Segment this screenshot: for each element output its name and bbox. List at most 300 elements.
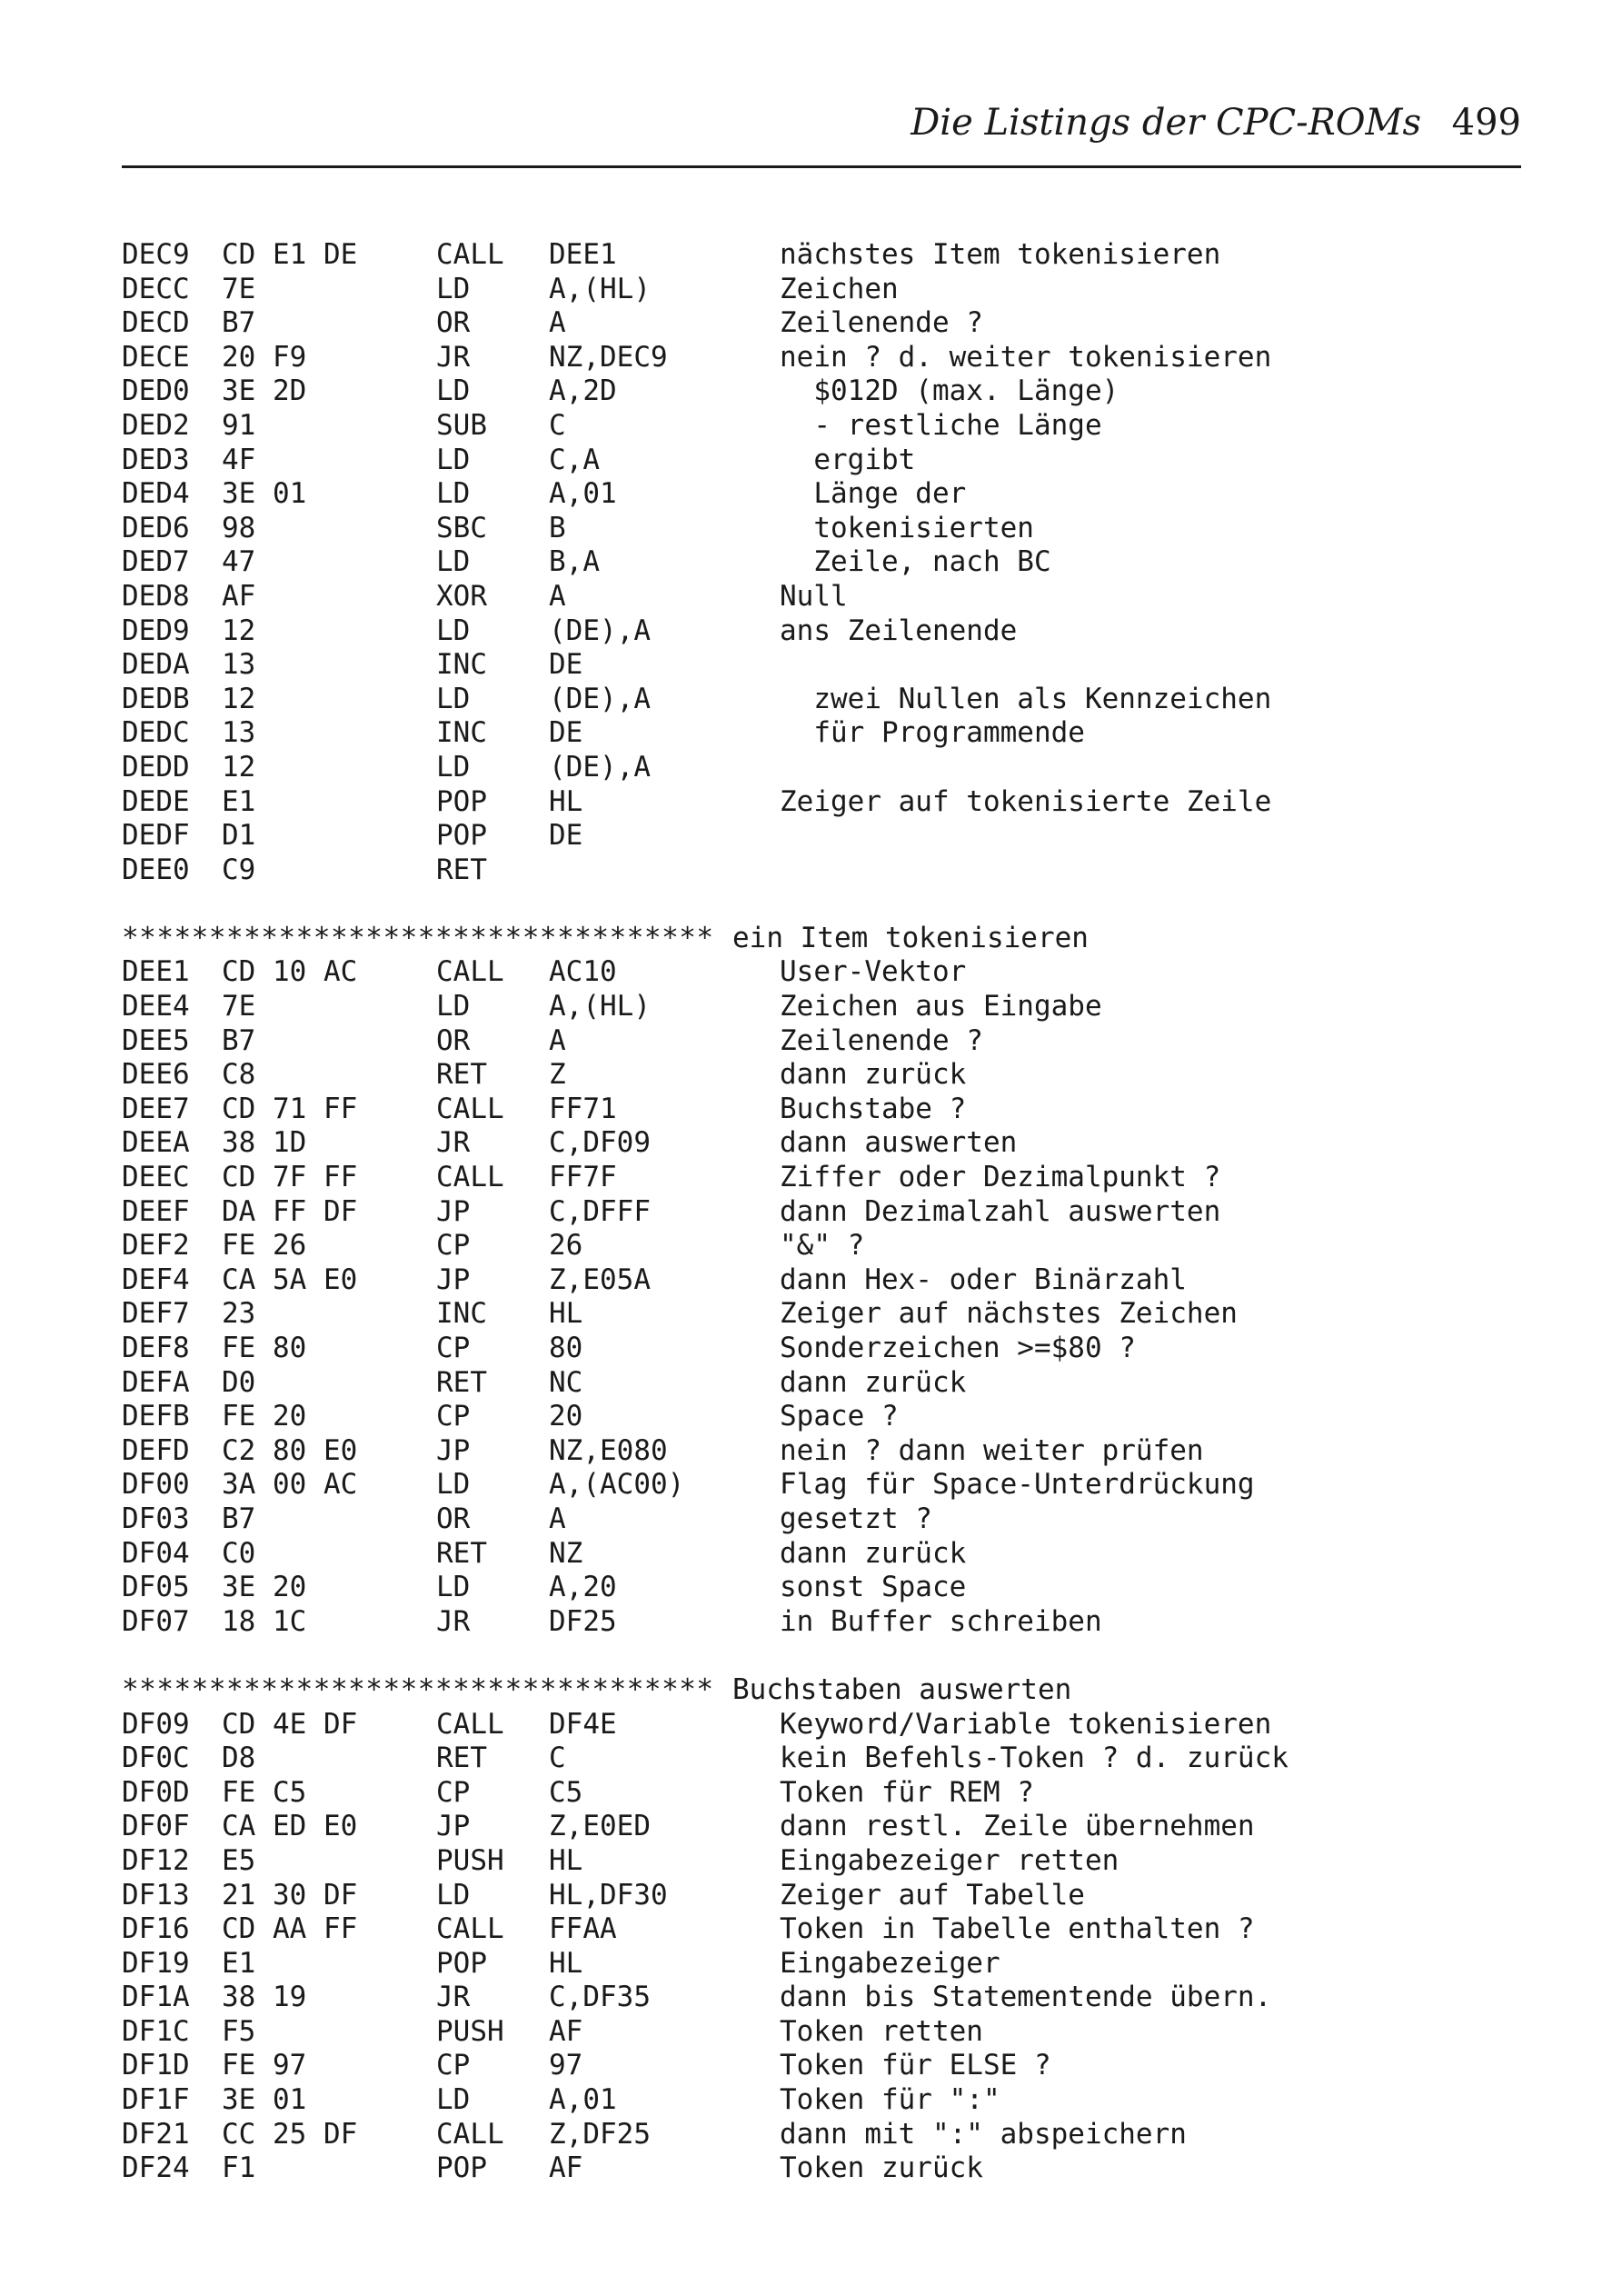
mnemonic: JR [436, 1604, 471, 1638]
address: DF1F [122, 2083, 190, 2117]
mnemonic: CALL [436, 1707, 504, 1741]
opcode-bytes: CC 25 DF [222, 2117, 358, 2151]
operand: A [549, 1023, 566, 1057]
listing-row [122, 1502, 1521, 1537]
operand: A,(HL) [549, 990, 651, 1023]
operand: FF7F [549, 1161, 617, 1194]
mnemonic: LD [436, 477, 471, 511]
mnemonic: JP [436, 1433, 471, 1467]
comment: dann zurück [780, 1058, 967, 1092]
address: DEE4 [122, 990, 190, 1023]
listing-row [122, 1126, 1521, 1161]
running-title: Die Listings der CPC-ROMs [910, 102, 1421, 144]
address: DEEA [122, 1126, 190, 1160]
opcode-bytes: 12 [222, 614, 256, 647]
listing-row [122, 1434, 1521, 1469]
opcode-bytes: C8 [222, 1058, 256, 1092]
mnemonic: JR [436, 340, 471, 374]
mnemonic: OR [436, 1023, 471, 1057]
address: DEF2 [122, 1229, 190, 1263]
opcode-bytes: F5 [222, 2014, 256, 2048]
operand: AF [549, 2014, 583, 2048]
opcode-bytes: 13 [222, 716, 256, 750]
page-number: 499 [1451, 102, 1521, 144]
mnemonic: LD [436, 443, 471, 476]
operand: (DE),A [549, 682, 651, 715]
operand: HL [549, 784, 583, 818]
opcode-bytes: CD E1 DE [222, 238, 358, 271]
listing-row [122, 1810, 1521, 1844]
operand: (DE),A [549, 614, 651, 647]
opcode-bytes: E1 [222, 1946, 256, 1980]
listing-row [122, 1263, 1521, 1298]
address: DEDB [122, 682, 190, 715]
comment: Zeilenende ? [780, 1023, 983, 1057]
listing-row [122, 2151, 1521, 2186]
opcode-bytes: 23 [222, 1297, 256, 1331]
listing-row [122, 1742, 1521, 1776]
listing-row [122, 1947, 1521, 1982]
block-gap [122, 887, 1521, 922]
listing-row [122, 1297, 1521, 1332]
listing-row [122, 648, 1521, 683]
operand: 97 [549, 2049, 583, 2082]
mnemonic: CALL [436, 1912, 504, 1946]
operand: A [549, 1502, 566, 1535]
address: DF03 [122, 1502, 190, 1535]
comment: in Buffer schreiben [780, 1604, 1102, 1638]
address: DEC9 [122, 238, 190, 271]
opcode-bytes: 3E 20 [222, 1571, 307, 1604]
assembly-listing [122, 238, 1521, 2186]
listing-row [122, 683, 1521, 717]
opcode-bytes: 3E 01 [222, 477, 307, 511]
listing-row [122, 990, 1521, 1024]
mnemonic: RET [436, 853, 487, 886]
mnemonic: INC [436, 1297, 487, 1331]
address: DED7 [122, 545, 190, 579]
mnemonic: PUSH [436, 1843, 504, 1877]
mnemonic: JR [436, 1126, 471, 1160]
mnemonic: INC [436, 648, 487, 682]
address: DED6 [122, 511, 190, 544]
opcode-bytes: CD 4E DF [222, 1707, 358, 1741]
comment: Ziffer oder Dezimalpunkt ? [780, 1161, 1221, 1194]
address: DED2 [122, 408, 190, 442]
opcode-bytes: CD 7F FF [222, 1161, 358, 1194]
mnemonic: OR [436, 1502, 471, 1535]
opcode-bytes: D1 [222, 819, 256, 853]
operand: B [549, 511, 566, 544]
address: DEDA [122, 648, 190, 682]
mnemonic: SUB [436, 408, 487, 442]
address: DF04 [122, 1536, 190, 1570]
listing-row [122, 1605, 1521, 1640]
opcode-bytes: D8 [222, 1742, 256, 1775]
operand: DF4E [549, 1707, 617, 1741]
address: DF13 [122, 1878, 190, 1912]
listing-row [122, 1366, 1521, 1401]
opcode-bytes: 21 30 DF [222, 1878, 358, 1912]
opcode-bytes: B7 [222, 1023, 256, 1057]
operand: AF [549, 2151, 583, 2185]
opcode-bytes: 12 [222, 682, 256, 715]
listing-row [122, 1093, 1521, 1127]
section-title: ein Item tokenisieren [732, 921, 1089, 954]
listing-row [122, 1776, 1521, 1811]
address: DEE5 [122, 1023, 190, 1057]
listing-row [122, 1195, 1521, 1230]
operand: A,01 [549, 477, 617, 511]
comment: Sonderzeichen >=$80 ? [780, 1332, 1136, 1364]
mnemonic: JP [436, 1810, 471, 1843]
operand: NZ,DEC9 [549, 340, 668, 374]
operand: NZ [549, 1536, 583, 1570]
mnemonic: POP [436, 819, 487, 853]
address: DEE7 [122, 1092, 190, 1125]
opcode-bytes: 3E 2D [222, 374, 307, 408]
listing-row [122, 444, 1521, 478]
mnemonic: CALL [436, 2117, 504, 2151]
listing-row [122, 751, 1521, 785]
opcode-bytes: 3A 00 AC [222, 1468, 358, 1502]
mnemonic: CALL [436, 1161, 504, 1194]
operand: 20 [549, 1400, 583, 1433]
listing-row [122, 1161, 1521, 1195]
listing-row [122, 409, 1521, 444]
operand: A,(HL) [549, 272, 651, 305]
mnemonic: INC [436, 716, 487, 750]
listing-row [122, 1571, 1521, 1605]
operand: C5 [549, 1775, 583, 1809]
comment: Token für REM ? [780, 1775, 1034, 1809]
listing-row [122, 1058, 1521, 1093]
comment: dann zurück [780, 1365, 967, 1399]
operand: DE [549, 716, 583, 750]
operand: A,2D [549, 374, 617, 408]
address: DF0D [122, 1775, 190, 1809]
listing-row [122, 1844, 1521, 1879]
comment: Null [780, 579, 848, 613]
section-title: Buchstaben auswerten [732, 1672, 1072, 1706]
opcode-bytes: 7E [222, 272, 256, 305]
operand: (DE),A [549, 750, 651, 784]
operand: C,DF09 [549, 1126, 651, 1160]
mnemonic: LD [436, 1571, 471, 1604]
operand: NC [549, 1365, 583, 1399]
comment: User-Vektor [780, 955, 967, 989]
mnemonic: RET [436, 1058, 487, 1092]
address: DECC [122, 272, 190, 305]
listing-row [122, 1400, 1521, 1434]
mnemonic: POP [436, 1946, 487, 1980]
listing-row [122, 545, 1521, 580]
mnemonic: JP [436, 1194, 471, 1228]
mnemonic: RET [436, 1536, 487, 1570]
address: DEFD [122, 1433, 190, 1467]
mnemonic: LD [436, 1468, 471, 1502]
listing-row [122, 1879, 1521, 1913]
comment: nächstes Item tokenisieren [780, 238, 1221, 271]
mnemonic: CALL [436, 238, 504, 271]
opcode-bytes: DA FF DF [222, 1194, 358, 1228]
listing-row [122, 512, 1521, 546]
opcode-bytes: 38 1D [222, 1126, 307, 1160]
opcode-bytes: C0 [222, 1536, 256, 1570]
address: DF21 [122, 2117, 190, 2151]
address: DEFB [122, 1400, 190, 1433]
comment: Zeichen [780, 272, 899, 305]
operand: DE [549, 819, 583, 853]
listing-row [122, 1912, 1521, 1947]
address: DF0C [122, 1742, 190, 1775]
comment: Space ? [780, 1400, 899, 1433]
listing-row [122, 1468, 1521, 1502]
opcode-bytes: E1 [222, 784, 256, 818]
comment: Token für ELSE ? [780, 2049, 1051, 2082]
comment: gesetzt ? [780, 1502, 932, 1535]
address: DED3 [122, 443, 190, 476]
listing-row [122, 2015, 1521, 2050]
listing-row [122, 306, 1521, 341]
listing-row [122, 1981, 1521, 2015]
operand: Z,DF25 [549, 2117, 651, 2151]
mnemonic: RET [436, 1742, 487, 1775]
address: DF19 [122, 1946, 190, 1980]
address: DF05 [122, 1571, 190, 1604]
operand: C,DF35 [549, 1981, 651, 2014]
opcode-bytes: CA ED E0 [222, 1810, 358, 1843]
address: DEDF [122, 819, 190, 853]
opcode-bytes: D0 [222, 1365, 256, 1399]
operand: HL [549, 1297, 583, 1331]
mnemonic: LD [436, 2083, 471, 2117]
listing-row [122, 1229, 1521, 1263]
listing-row [122, 1537, 1521, 1572]
comment: Buchstabe ? [780, 1092, 967, 1125]
address: DF16 [122, 1912, 190, 1946]
comment: kein Befehls-Token ? d. zurück [780, 1742, 1289, 1775]
address: DEEC [122, 1161, 190, 1194]
comment: $012D (max. Länge) [780, 374, 1119, 408]
comment: Zeichen aus Eingabe [780, 990, 1102, 1023]
opcode-bytes: AF [222, 579, 256, 613]
mnemonic: OR [436, 306, 471, 340]
comment: tokenisierten [780, 511, 1034, 544]
comment: Zeiger auf Tabelle [780, 1878, 1085, 1912]
operand: B,A [549, 545, 600, 579]
listing-row [122, 785, 1521, 820]
address: DEF8 [122, 1332, 190, 1364]
operand: Z [549, 1058, 566, 1092]
address: DEDE [122, 784, 190, 818]
operand: NZ,E080 [549, 1433, 668, 1467]
comment: für Programmende [780, 716, 1085, 750]
comment: - restliche Länge [780, 408, 1102, 442]
comment: dann bis Statementende übern. [780, 1981, 1272, 2014]
listing-row [122, 2049, 1521, 2083]
operand: Z,E05A [549, 1263, 651, 1296]
operand: AC10 [549, 955, 617, 989]
mnemonic: RET [436, 1365, 487, 1399]
address: DECD [122, 306, 190, 340]
operand: HL [549, 1946, 583, 1980]
listing-block-3 [122, 1708, 1521, 2186]
opcode-bytes: FE 26 [222, 1229, 307, 1263]
opcode-bytes: C9 [222, 853, 256, 886]
address: DEE6 [122, 1058, 190, 1092]
opcode-bytes: 20 F9 [222, 340, 307, 374]
comment: Token in Tabelle enthalten ? [780, 1912, 1255, 1946]
opcode-bytes: CD AA FF [222, 1912, 358, 1946]
comment: Zeile, nach BC [780, 545, 1051, 579]
opcode-bytes: 47 [222, 545, 256, 579]
block-gap [122, 1639, 1521, 1673]
mnemonic: LD [436, 614, 471, 647]
address: DEE1 [122, 955, 190, 989]
listing-row [122, 854, 1521, 888]
address: DEEF [122, 1194, 190, 1228]
address: DEF4 [122, 1263, 190, 1296]
opcode-bytes: CD 10 AC [222, 955, 358, 989]
opcode-bytes: CD 71 FF [222, 1092, 358, 1125]
operand: C [549, 1742, 566, 1775]
listing-row [122, 580, 1521, 614]
listing-block-1 [122, 238, 1521, 887]
listing-row [122, 374, 1521, 409]
comment: ergibt [780, 443, 916, 476]
opcode-bytes: 98 [222, 511, 256, 544]
mnemonic: LD [436, 272, 471, 305]
operand: A [549, 579, 566, 613]
page-header [122, 102, 1521, 156]
operand: A,(AC00) [549, 1468, 685, 1502]
comment: Keyword/Variable tokenisieren [780, 1707, 1272, 1741]
comment: dann Hex- oder Binärzahl [780, 1263, 1187, 1296]
listing-row [122, 2118, 1521, 2152]
operand: C,A [549, 443, 600, 476]
mnemonic: POP [436, 784, 487, 818]
address: DEFA [122, 1365, 190, 1399]
listing-row [122, 477, 1521, 512]
operand: C [549, 408, 566, 442]
opcode-bytes: B7 [222, 1502, 256, 1535]
opcode-bytes: E5 [222, 1843, 256, 1877]
opcode-bytes: 18 1C [222, 1604, 307, 1638]
listing-block-2 [122, 955, 1521, 1639]
opcode-bytes: F1 [222, 2151, 256, 2185]
operand: A,01 [549, 2083, 617, 2117]
address: DF12 [122, 1843, 190, 1877]
comment: Token für ":" [780, 2083, 1000, 2117]
comment: Eingabezeiger retten [780, 1843, 1119, 1877]
comment: zwei Nullen als Kennzeichen [780, 682, 1272, 715]
mnemonic: LD [436, 1878, 471, 1912]
listing-row [122, 1332, 1521, 1366]
comment: dann restl. Zeile übernehmen [780, 1810, 1255, 1843]
address: DF1A [122, 1981, 190, 2014]
comment: Flag für Space-Unterdrückung [780, 1468, 1255, 1502]
mnemonic: PUSH [436, 2014, 504, 2048]
opcode-bytes: 4F [222, 443, 256, 476]
comment: Zeiger auf nächstes Zeichen [780, 1297, 1238, 1331]
address: DF1D [122, 2049, 190, 2082]
address: DF09 [122, 1707, 190, 1741]
operand: 26 [549, 1229, 583, 1263]
operand: Z,E0ED [549, 1810, 651, 1843]
listing-row [122, 1024, 1521, 1059]
address: DF00 [122, 1468, 190, 1502]
comment: ans Zeilenende [780, 614, 1018, 647]
mnemonic: CP [436, 2049, 471, 2082]
address: DF07 [122, 1604, 190, 1638]
address: DEDD [122, 750, 190, 784]
separator-stars: ********************************** [122, 1672, 714, 1706]
comment: Länge der [780, 477, 967, 511]
opcode-bytes: 13 [222, 648, 256, 682]
address: DF0F [122, 1810, 190, 1843]
operand: FF71 [549, 1092, 617, 1125]
listing-row [122, 273, 1521, 307]
comment: dann Dezimalzahl auswerten [780, 1194, 1221, 1228]
operand: 80 [549, 1332, 583, 1364]
mnemonic: LD [436, 990, 471, 1023]
comment: dann mit ":" abspeichern [780, 2117, 1187, 2151]
opcode-bytes: B7 [222, 306, 256, 340]
opcode-bytes: FE 80 [222, 1332, 307, 1364]
address: DED9 [122, 614, 190, 647]
listing-row [122, 2083, 1521, 2118]
listing-row [122, 341, 1521, 375]
operand: HL,DF30 [549, 1878, 668, 1912]
operand: A [549, 306, 566, 340]
opcode-bytes: 12 [222, 750, 256, 784]
comment: Zeilenende ? [780, 306, 983, 340]
mnemonic: POP [436, 2151, 487, 2185]
operand: FFAA [549, 1912, 617, 1946]
section-separator [122, 922, 1521, 956]
opcode-bytes: 38 19 [222, 1981, 307, 2014]
comment: "&" ? [780, 1229, 865, 1263]
opcode-bytes: 3E 01 [222, 2083, 307, 2117]
address: DEF7 [122, 1297, 190, 1331]
comment: nein ? dann weiter prüfen [780, 1433, 1204, 1467]
operand: DF25 [549, 1604, 617, 1638]
operand: DE [549, 648, 583, 682]
listing-row [122, 716, 1521, 751]
address: DEE0 [122, 853, 190, 886]
operand: HL [549, 1843, 583, 1877]
listing-row [122, 819, 1521, 854]
opcode-bytes: 7E [222, 990, 256, 1023]
opcode-bytes: FE C5 [222, 1775, 307, 1809]
listing-row [122, 614, 1521, 649]
listing-row [122, 955, 1521, 990]
opcode-bytes: 91 [222, 408, 256, 442]
comment: sonst Space [780, 1571, 967, 1604]
listing-row [122, 1708, 1521, 1742]
mnemonic: JR [436, 1981, 471, 2014]
opcode-bytes: FE 97 [222, 2049, 307, 2082]
mnemonic: CP [436, 1332, 471, 1364]
header-rule [122, 165, 1521, 168]
opcode-bytes: FE 20 [222, 1400, 307, 1433]
comment: Zeiger auf tokenisierte Zeile [780, 784, 1272, 818]
address: DF1C [122, 2014, 190, 2048]
address: DED0 [122, 374, 190, 408]
mnemonic: LD [436, 545, 471, 579]
comment: Eingabezeiger [780, 1946, 1000, 1980]
